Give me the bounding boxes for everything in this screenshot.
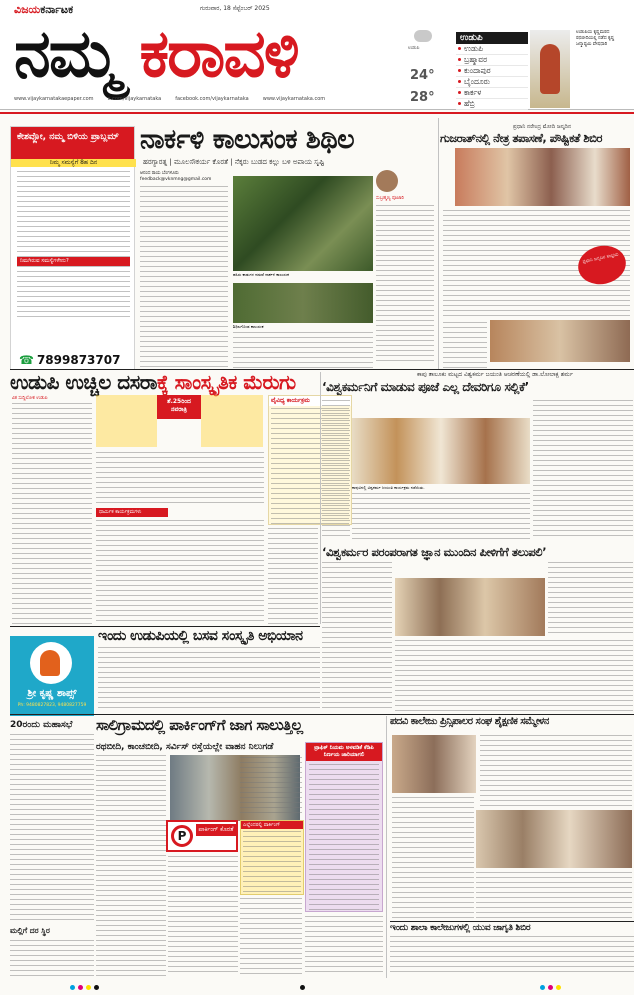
advertisement-hair[interactable] xyxy=(10,126,135,370)
lead-photo2-caption: ಶಿಥಿಲಗೊಂಡ ಕಾಲುಸಂಕ xyxy=(233,324,264,329)
sec3-body-text xyxy=(98,647,320,711)
sec2-headline-part-a: ಉಡುಪಿ ಉಚ್ಚಿಲ ದಸರಾ xyxy=(10,370,157,394)
social-links xyxy=(14,96,325,102)
sec4-right-bottom-headline[interactable]: ಇಂದು ಶಾಲಾ ಕಾಲೇಜುಗಳಲ್ಲಿ ಯುವ ಜಾಗೃತಿ ಶಿಬಿರ xyxy=(390,923,531,933)
parking-icon: P xyxy=(171,825,193,847)
quote-avatar xyxy=(376,170,398,192)
district-item[interactable]: ಬೈಂದೂರು xyxy=(456,77,528,88)
sec2-info-box-2 xyxy=(201,395,263,447)
district-item[interactable]: ಉಡುಪಿ xyxy=(456,44,528,55)
ad-subheadline: ನಿಮ್ಮ ಸಮಸ್ಯೆಗೆ 8ಹ ದಿನ xyxy=(11,159,136,167)
link-x[interactable]: x.com/vijaykarnataka xyxy=(107,96,162,102)
print-registration-marks xyxy=(0,980,634,995)
brand-part-b: ಕರ್ನಾಟಕ xyxy=(40,3,74,16)
lead-email[interactable]: feedback@vknmng@gmail.com xyxy=(140,177,212,182)
district-item[interactable]: ಕುಂದಾಪುರ xyxy=(456,66,528,77)
sec4-right-body-2 xyxy=(392,797,474,919)
ad-headline: ಕೇಶವ್ಲೋ, ನಮ್ಮ ಬಿಳಿಯ ಪ್ರಾಬ್ಲಮ್ xyxy=(11,127,134,161)
ad-phone-number[interactable]: ☎ 7899873707 xyxy=(19,353,120,367)
right-top-body-text-2 xyxy=(443,322,487,368)
masthead xyxy=(0,0,634,110)
sec4-right-body-3 xyxy=(476,872,632,920)
sec2-headline-part-b: ಕ್ಕೆ ಸಾಂಸ್ಕೃತಿಕ ಮೆರುಗು xyxy=(156,370,296,394)
lead-body-text xyxy=(140,186,228,370)
black-dot xyxy=(300,985,305,990)
right-top-kicker: ಪ್ರಧಾನಿ ನರೇಂದ್ರ ಮೋದಿ ಜನ್ಮದಿನ xyxy=(512,124,572,130)
sec2-headline[interactable] xyxy=(10,370,310,394)
sec4-body-col-1 xyxy=(96,755,166,977)
sec4-right-body-1 xyxy=(480,735,632,807)
district-list xyxy=(456,32,528,108)
parking-sign xyxy=(166,820,238,852)
sec2-right-body-1 xyxy=(322,400,350,540)
shop-phone: Ph: 9480827823, 9480827759 xyxy=(17,703,87,708)
weather-widget xyxy=(404,30,448,108)
sec2-sub-headline[interactable]: ‘ವಿಶ್ವಕರ್ಮರ ಪರಂಪರಾಗತ ಜ್ಞಾನ ಮುಂದಿನ ಪೀಳಿಗೆಗೆ ತಲುಪಲಿ’ xyxy=(322,545,547,559)
sec2-program-title: ಧಾರ್ಮಿಕ ಕಾರ್ಯಕ್ರಮಗಳು xyxy=(96,508,168,517)
title-part-b: ಕರಾವಳಿ xyxy=(139,15,298,92)
title-part-a: ನಮ್ಮ xyxy=(14,15,119,92)
shop-logo-icon xyxy=(30,642,72,684)
masthead-photo xyxy=(530,30,570,108)
divider xyxy=(390,921,634,922)
sec2-date-box: ಶೆ.25ರಿಂದ ನವರಾತ್ರಿ xyxy=(157,395,201,419)
divider xyxy=(320,372,321,624)
sec2-right-body-5 xyxy=(395,640,633,712)
black-dot xyxy=(94,985,99,990)
sec2-body-col-1 xyxy=(12,403,92,625)
sec4-subheadline: ರಥಬೀದಿ, ಕಾಂಚಬೀದಿ, ಸರ್ವಿಸ್ ರಸ್ತೆಯಲ್ಲೇ ವಾಹನ ನಿಲುಗಡೆ xyxy=(96,742,274,752)
sec2-body-col-2 xyxy=(96,452,264,506)
cyan-dot xyxy=(540,985,545,990)
temperature-max: 24° xyxy=(410,68,435,83)
yellow-dot xyxy=(86,985,91,990)
divider xyxy=(386,716,387,978)
sec4-right-photo xyxy=(392,735,476,793)
sec2-side-title: ವೈವಿಧ್ಯ ಕಾರ್ಯಕ್ರಮ xyxy=(269,396,351,406)
left-brief-text xyxy=(10,734,94,922)
sec4-info-text xyxy=(243,831,301,893)
sec4-right-headline[interactable]: ಪದವಿ ಕಾಲೇಜು ಪ್ರಿನ್ಸಿಪಾಲರ ಸಂಘ ಶೈಕ್ಷಣಿಕ ಸಮ್ಮೇಳನ xyxy=(390,716,549,727)
parking-sign-text: ಪಾರ್ಕಿಂಗ್ ಕೊರತೆ xyxy=(196,824,236,836)
right-top-photo xyxy=(455,148,630,206)
issue-date: ಗುರುವಾರ, 18 ಸೆಪ್ಟೆಂಬರ್ 2025 xyxy=(200,5,270,12)
sec4-info-title: ಎಲ್ಲೆಂದರಲ್ಲಿ ಪಾರ್ಕಿಂಗ್ xyxy=(241,821,303,829)
link-facebook[interactable]: facebook.com/vijaykarnataka xyxy=(175,96,249,102)
district-item[interactable]: ಬ್ರಹ್ಮಾವರ xyxy=(456,55,528,66)
lead-subheadline: ಹರಗ್ಯಾರತ್ನ | ಮೂಲಸೌಕರ್ಯ ಕೊರತೆ | ನೆಕ್ಕರು ಬುಡದ ಕಲ್ಲು ಬಳಿ ಅಪಾಯ ಸೃಷ್ಟಿ xyxy=(143,158,325,166)
lead-photo-caption: ಹಸಿರು ಕಾಡುಗಳ ನಡುವೆ ನಾರ್ಕಳಿ ಕಾಲುಸಂಕ xyxy=(233,272,289,277)
sec2-byline: ವಿಕ ಸುದ್ದಿಲೋಕ ಉಡುಪಿ xyxy=(12,396,48,401)
quote-name: ಸುಬ್ರಹ್ಮಣ್ಯ ಪೂಜಾರಿ xyxy=(376,196,404,201)
sec4-body-col-5 xyxy=(305,916,383,976)
sec4-side-title: ಟ್ರಾಫಿಕ್ ನಿಯಮ ಅಳವಡಿಕೆ ಕೆಡಿಪಿ ನಿರ್ಣಯ ಜಾರಿಯಾಗಲಿ xyxy=(306,743,382,761)
shop-name: ಶ್ರೀ ಕೃಷ್ಣ ಶಾಪ್ಸ್ xyxy=(27,688,77,699)
ad-body-text xyxy=(17,171,130,321)
right-top-photo-2 xyxy=(490,320,630,362)
magenta-dot xyxy=(78,985,83,990)
sec4-right-photo-2 xyxy=(476,810,632,868)
sec2-right-photo-caption: ಕಾಪುವಿನಲ್ಲಿ ವಿಶ್ವಕರ್ಮ ಜಯಂತಿ ಕಾರ್ಯಕ್ರಮ ನಡೆಯಿತು. xyxy=(352,485,425,490)
sec2-right-photo-2 xyxy=(395,578,545,636)
left-brief-headline[interactable]: 20ರಂದು ಮಹಾಸಭೆ xyxy=(10,720,73,730)
sec2-right-body-3 xyxy=(533,400,633,540)
sec2-right-photo xyxy=(352,418,530,484)
lead-byline: ಆನಂದ ರಾಯ ಬೆಂಗಳೂರು xyxy=(140,171,179,176)
right-top-badge: ಪ್ರಧಾನಿ ಜನ್ಮದಿನ ಸಂಭ್ರಮ xyxy=(575,241,630,288)
masthead-photo-caption: ಉಡುಪಿಯ ಕೃಷ್ಣಮಠದ ರಥಬೀದಿಯಲ್ಲಿ ನಡೆದ ಕೃಷ್ಣ ಜನ್ಮಾಷ್ಟಮಿ ವೇಷಧಾರಿ xyxy=(576,30,615,47)
quote-text xyxy=(376,205,434,365)
divider xyxy=(0,112,634,114)
link-epaper[interactable]: www.vijaykarnatakaepaper.com xyxy=(14,96,94,102)
district-item[interactable]: ಕಾರ್ಕಳ xyxy=(456,88,528,99)
right-top-headline[interactable]: ಗುಜರಾತ್‌ನಲ್ಲಿ ನೇತ್ರ ತಪಾಸಣೆ, ಪೌಷ್ಟಿಕತೆ ಶಿಬಿರ xyxy=(440,131,602,145)
advertisement-shop[interactable] xyxy=(10,636,94,716)
cloud-icon xyxy=(414,30,432,42)
left-brief-text-2 xyxy=(10,940,94,978)
sec4-info-box xyxy=(240,820,304,895)
sec2-body-col-3 xyxy=(96,520,264,625)
lead-body-text-2 xyxy=(233,332,373,370)
sec2-right-headline[interactable]: ‘ವಿಶ್ವಕರ್ಮನಿಗೆ ಮಾಡುವ ಪೂಜೆ ಎಲ್ಲ ದೇವರಿಗೂ ಸಲ್ಲಿಕೆ’ xyxy=(322,380,529,394)
link-website[interactable]: www.vijaykarnataka.com xyxy=(262,96,326,102)
divider xyxy=(438,118,439,370)
district-list-title: ಉಡುಪಿ xyxy=(456,32,528,44)
sec2-info-box-1 xyxy=(96,395,157,447)
sec2-right-body-2 xyxy=(352,493,530,541)
district-item[interactable]: ಹೆಬ್ರಿ xyxy=(456,99,528,110)
sec4-body-col-4 xyxy=(240,898,302,976)
lead-sidebar xyxy=(376,170,434,370)
divider xyxy=(10,714,634,715)
sec3-headline[interactable]: ಇಂದು ಉಡುಪಿಯಲ್ಲಿ ಬಸವ ಸಂಸ್ಕೃತಿ ಅಭಿಯಾನ xyxy=(98,628,303,644)
sec4-body-col-3 xyxy=(168,856,238,976)
lead-photo xyxy=(233,176,373,271)
sec4-headline[interactable]: ಸಾಲಿಗ್ರಾಮದಲ್ಲಿ ಪಾರ್ಕಿಂಗ್‌ಗೆ ಜಾಗ ಸಾಲುತ್ತಿಲ್ಲ xyxy=(96,716,303,734)
sec4-right-bottom-text xyxy=(390,936,634,976)
sec4-body-col-2 xyxy=(240,757,302,817)
temperature-min: 28° xyxy=(410,90,435,105)
brand-part-a: ವಿಜಯ xyxy=(14,3,41,16)
magenta-dot xyxy=(548,985,553,990)
lead-photo-secondary xyxy=(233,283,373,323)
weather-label: ಉಡುಪಿ xyxy=(408,46,420,51)
sec2-right-kicker: ಕಾಪು ತಾಲೂಕು ಮಟ್ಟದ ವಿಶ್ವಕರ್ಮ ಜಯಂತಿ ಆಚರಣೆಯಲ್ಲಿ ಡಾ.ಲೋಲಾಕ್ಷ ಶರ್ಮ xyxy=(417,371,573,378)
yellow-dot xyxy=(556,985,561,990)
sec4-side-box xyxy=(305,742,383,912)
lead-headline[interactable]: ನಾರ್ಕಳಿ ಕಾಲುಸಂಕ ಶಿಥಿಲ xyxy=(140,124,355,155)
sec2-right-body-6 xyxy=(548,562,633,636)
cyan-dot xyxy=(70,985,75,990)
sec2-body-col-4 xyxy=(268,528,318,625)
divider xyxy=(10,626,320,627)
ad-question: ನಿಮಗಿರುವ ಸಮಸ್ಯೆಗಳೇನು? xyxy=(17,257,130,266)
page-title xyxy=(14,14,298,94)
sec4-side-text xyxy=(309,764,379,914)
left-brief-headline-2[interactable]: ಮಲ್ಲಿಗೆ ದರ ಸ್ಥಿರ xyxy=(10,926,50,935)
